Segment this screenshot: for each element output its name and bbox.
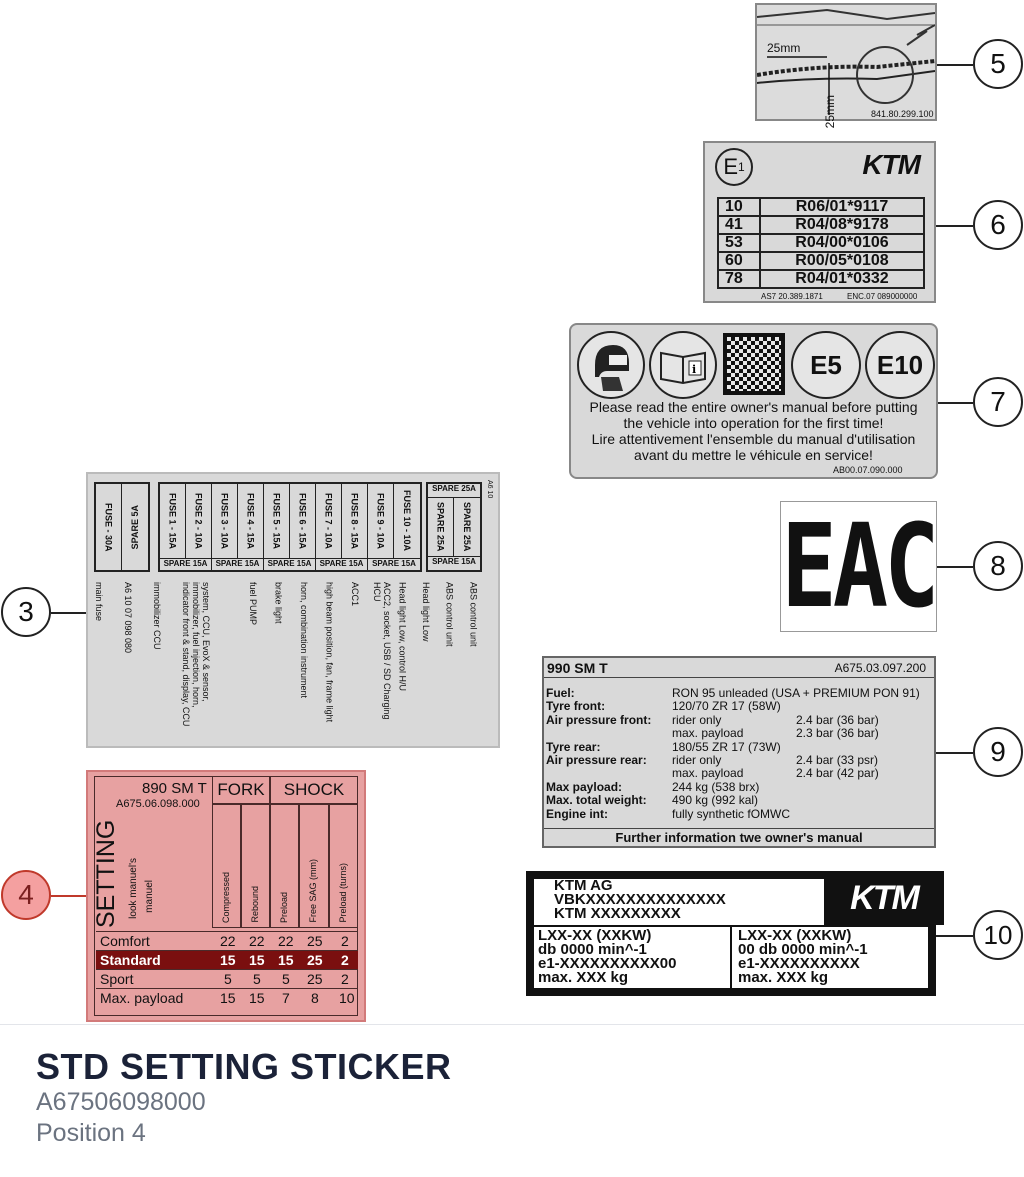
info-key: Engine int: — [546, 807, 608, 821]
desc-col — [94, 582, 121, 742]
desc-text: Head light Low, control H/U — [397, 582, 408, 692]
info-row — [546, 686, 934, 699]
book-glyph — [651, 333, 715, 397]
info-row — [546, 766, 934, 779]
callout-6[interactable]: 6 — [973, 200, 1023, 250]
info-key: Tyre rear: — [546, 740, 601, 754]
desc-text: system, CCU, EvoX & sensor, immobilizer, fuel injection, horn, indicator front & stand, display, CCU — [181, 582, 212, 727]
sticker-code: 841.80.299.100 — [871, 109, 934, 119]
plate-left-col — [538, 929, 676, 985]
position-label: Position 4 — [36, 1119, 146, 1147]
settings-row-comfort — [96, 931, 358, 950]
info-footer: Further information twe owner's manual — [544, 828, 934, 846]
col-header — [299, 804, 329, 928]
row-value: 15 — [278, 952, 294, 968]
info-value: fully synthetic fOMWC — [672, 807, 791, 821]
row-value: 25 — [307, 971, 323, 987]
sticker-9-tyre-info[interactable] — [542, 656, 936, 848]
desc-col — [325, 582, 348, 742]
shock-label: SHOCK — [283, 780, 345, 799]
leader-line-5 — [937, 64, 973, 66]
plate-right-col — [738, 929, 868, 985]
row-value: 10 — [339, 990, 355, 1006]
eac-mark: EAC — [781, 499, 936, 633]
callout-9[interactable]: 9 — [973, 727, 1023, 777]
setting-title: SETTING — [92, 819, 120, 928]
spare-label: SPARE 15A — [264, 559, 316, 572]
desc-text: fuel PUMP — [248, 582, 259, 626]
qr-code-icon — [723, 333, 785, 395]
row-value: 5 — [253, 971, 261, 987]
desc-col — [421, 582, 443, 742]
manual-info-icon — [649, 331, 717, 399]
callout-5[interactable]: 5 — [973, 39, 1023, 89]
fuse-label: FUSE 6 - 15A — [297, 492, 308, 550]
col-header-label: Free SAG (mm) — [308, 859, 318, 923]
svg-text:i: i — [692, 363, 697, 376]
ktm-logo-block — [824, 871, 944, 925]
spare-label: SPARE 25A — [435, 502, 446, 552]
helmet-icon — [577, 331, 645, 399]
desc-col — [445, 582, 467, 742]
desc-col — [274, 582, 297, 742]
info-value-2: 2.4 bar (36 bar) — [796, 713, 879, 727]
desc-text: A6 10 07 098 080 — [123, 582, 134, 654]
row-value: 2 — [341, 971, 349, 987]
chain-diagram-icon — [757, 5, 935, 119]
row-value: 5 — [224, 971, 232, 987]
right-line: 00 db 0000 min^-1 — [738, 941, 868, 958]
sticker-10-type-plate[interactable] — [526, 871, 936, 996]
row-value: 2 — [341, 952, 349, 968]
desc-col — [181, 582, 246, 742]
left-line: max. XXX kg — [538, 969, 629, 986]
part-title: STD SETTING STICKER — [36, 1046, 452, 1087]
desc-text: ABS control unit — [468, 582, 479, 647]
leader-line-6 — [936, 225, 973, 227]
main-fuse-cell — [96, 484, 122, 570]
spare-label: SPARE 15A — [316, 559, 368, 572]
desc-col — [372, 582, 395, 742]
right-line: LXX-XX (XXKW) — [738, 927, 852, 944]
desc-text: main fuse — [94, 582, 104, 622]
fork-label: FORK — [217, 780, 265, 799]
desc-col — [468, 582, 490, 742]
col-header-label: Preload — [279, 891, 289, 923]
row-number: 78 — [718, 270, 760, 288]
part-number: A675.06.098.000 — [116, 798, 200, 810]
corner-tag: A6 10 — [486, 480, 493, 499]
info-key: Max payload: — [546, 780, 623, 794]
info-value-2: 2.3 bar (36 bar) — [796, 726, 879, 740]
fuse-label: FUSE 5 - 15A — [271, 492, 282, 550]
fuse-label: FUSE 3 - 10A — [219, 492, 230, 550]
callout-8[interactable]: 8 — [973, 541, 1023, 591]
spare-box-top: SPARE 25A — [428, 484, 480, 498]
fuse-label: FUSE 4 - 15A — [245, 492, 256, 550]
leader-line-7 — [938, 402, 973, 404]
fuse-cell — [368, 484, 394, 558]
col-header-label: Preload (turns) — [338, 863, 348, 923]
callout-4[interactable]: 4 — [1, 870, 51, 920]
info-value: RON 95 unleaded (USA + PREMIUM PON 91) — [672, 686, 920, 700]
part-number: A675.03.097.200 — [834, 661, 926, 675]
fuse-label: FUSE 1 - 15A — [167, 492, 178, 550]
warning-line: avant du mettre le véhicule en service! — [634, 447, 873, 463]
warning-line: the vehicle into operation for the first time! — [623, 415, 884, 431]
fuse-descriptions — [94, 582, 490, 742]
footer-divider — [0, 1024, 1024, 1025]
info-row — [546, 753, 934, 766]
row-number: 53 — [718, 234, 760, 252]
row-value: 2 — [341, 933, 349, 949]
e1-mark-letter: E — [723, 154, 738, 179]
dim-vertical-label: 25mm — [823, 95, 837, 129]
settings-row-sport — [96, 969, 358, 988]
left-line: db 0000 min^-1 — [538, 941, 647, 958]
dim-horizontal-label: 25mm — [767, 41, 801, 55]
info-key: Max. total weight: — [546, 793, 647, 807]
subtitle-line: look manuel's — [128, 858, 139, 919]
info-key: Tyre front: — [546, 699, 606, 713]
row-label: Standard — [100, 952, 161, 968]
row-value: 15 — [220, 952, 236, 968]
info-value: 490 kg (992 kal) — [672, 793, 759, 807]
row-value: 22 — [278, 933, 294, 949]
desc-col — [350, 582, 370, 742]
desc-col — [152, 582, 179, 742]
info-header — [544, 658, 934, 678]
info-value: max. payload — [672, 766, 744, 780]
leader-line-8 — [937, 566, 973, 568]
badge-e10: E10 — [865, 331, 935, 399]
desc-text: brake light — [273, 582, 284, 624]
row-code: R06/01*9117 — [760, 198, 924, 216]
table-row — [718, 216, 924, 234]
col-header — [212, 804, 241, 928]
desc-text: high beam position, fan, frame light — [324, 582, 335, 723]
fork-header — [212, 776, 270, 804]
fuse-cell — [316, 484, 342, 558]
row-code: R04/08*9178 — [760, 216, 924, 234]
sticker-code: AB00.07.090.000 — [833, 465, 903, 475]
warning-line: Lire attentivement l'ensemble du manual d'utilisation — [591, 431, 916, 447]
row-code: R00/05*0108 — [760, 252, 924, 270]
head-line: VBKXXXXXXXXXXXXXX — [554, 891, 726, 908]
fuse-cell — [394, 484, 420, 558]
settings-row-standard — [96, 950, 358, 969]
info-value-2: 2.4 bar (42 par) — [796, 766, 879, 780]
e1-mark-icon — [715, 148, 753, 186]
info-row — [546, 793, 934, 806]
row-label: Max. payload — [100, 990, 184, 1006]
info-value: 180/55 ZR 17 (73W) — [672, 740, 781, 754]
fuse-label: FUSE 10 - 10A — [402, 490, 412, 552]
col-header — [329, 804, 358, 928]
desc-col — [123, 582, 150, 742]
footer-code-left: AS7 20.389.1871 — [761, 292, 823, 301]
row-value: 25 — [307, 933, 323, 949]
row-value: 8 — [311, 990, 319, 1006]
fuse-cell — [290, 484, 316, 558]
row-value: 5 — [282, 971, 290, 987]
desc-col — [248, 582, 271, 742]
row-value: 15 — [220, 990, 236, 1006]
plate-head — [554, 879, 726, 921]
left-line: e1-XXXXXXXXXX00 — [538, 955, 677, 972]
info-key: Air pressure front: — [546, 713, 652, 727]
leader-line-9 — [936, 752, 973, 754]
fuse-label: FUSE 2 - 10A — [193, 492, 204, 550]
col-header — [241, 804, 270, 928]
spare-box-left — [428, 498, 454, 556]
sticker-3-fuse-box[interactable] — [86, 472, 500, 748]
desc-text: ACC2, socket, USB / SD Charging HCU — [371, 582, 392, 720]
spare-label: SPARE 5A — [130, 504, 140, 550]
part-number-label: A67506098000 — [36, 1088, 206, 1116]
helmet-glyph — [579, 333, 643, 397]
head-line: KTM AG — [554, 877, 613, 894]
fuse-row — [160, 484, 420, 558]
row-value: 15 — [249, 990, 265, 1006]
row-label: Comfort — [100, 933, 150, 949]
model-label: 990 SM T — [547, 660, 608, 676]
ktm-logo: KTM — [850, 878, 918, 917]
e1-mark-sub: 1 — [738, 160, 745, 174]
spare-label: SPARE 15A — [212, 559, 264, 572]
leader-line-10 — [936, 935, 973, 937]
info-row — [546, 713, 934, 726]
info-value: rider only — [672, 713, 722, 727]
col-header — [270, 804, 299, 928]
table-row — [718, 270, 924, 288]
info-value-2: 2.4 bar (33 psr) — [796, 753, 879, 767]
col-header-label: Rebound — [250, 886, 260, 923]
fuse-label: FUSE 7 - 10A — [323, 492, 334, 550]
info-key: Air pressure rear: — [546, 753, 647, 767]
row-value: 15 — [249, 952, 265, 968]
row-code: R04/00*0106 — [760, 234, 924, 252]
info-row — [546, 807, 934, 820]
fuse-cell — [212, 484, 238, 558]
fuse-cell — [160, 484, 186, 558]
desc-text: horn, combination instrument — [299, 582, 310, 699]
warning-line: Please read the entire owner's manual before putting — [589, 399, 918, 415]
fuse-cell — [342, 484, 368, 558]
main-fuse-label: FUSE - 30A — [103, 502, 114, 552]
footer-code-right: ENC.07 089000000 — [847, 292, 918, 301]
table-row — [718, 252, 924, 270]
row-value: 22 — [249, 933, 265, 949]
spare-row — [160, 558, 420, 572]
head-line: KTM XXXXXXXXX — [554, 905, 681, 922]
fuse-label: FUSE 8 - 15A — [349, 492, 360, 550]
spare-5a-cell — [122, 484, 148, 570]
sticker-8-eac[interactable] — [780, 501, 937, 632]
left-line: LXX-XX (XXKW) — [538, 927, 652, 944]
spare-label: SPARE 15A — [372, 559, 416, 568]
leader-line-4 — [51, 895, 86, 897]
spare-box-right — [454, 498, 480, 556]
desc-text: ABS control unit — [444, 582, 455, 647]
sticker-6-approval[interactable] — [703, 141, 936, 303]
fuse-cell — [264, 484, 290, 558]
row-number: 41 — [718, 216, 760, 234]
row-number: 10 — [718, 198, 760, 216]
right-line: e1-XXXXXXXXXX — [738, 955, 860, 972]
info-value: max. payload — [672, 726, 744, 740]
info-value: 120/70 ZR 17 (58W) — [672, 699, 781, 713]
settings-row-max-payload — [96, 988, 358, 1007]
ktm-logo: KTM — [862, 149, 920, 180]
approval-table — [717, 197, 925, 289]
sticker-5-chain-tension[interactable] — [755, 3, 937, 129]
desc-text: immobilizer CCU — [152, 582, 163, 650]
table-row — [718, 234, 924, 252]
col-header-label: Compressed — [221, 871, 231, 923]
info-value: 244 kg (538 brx) — [672, 780, 760, 794]
row-value: 7 — [282, 990, 290, 1006]
sticker-4-setting[interactable] — [86, 770, 366, 1022]
leader-line-3 — [51, 612, 86, 614]
right-line: max. XXX kg — [738, 969, 829, 986]
main-fuse-block — [94, 482, 150, 572]
info-value: rider only — [672, 753, 722, 767]
row-value: 22 — [220, 933, 236, 949]
desc-text: ACC1 — [350, 582, 361, 607]
row-code: R04/01*0332 — [760, 270, 924, 288]
desc-col — [397, 582, 419, 742]
callout-3[interactable]: 3 — [1, 587, 51, 637]
row-value: 25 — [307, 952, 323, 968]
sticker-7-manual-warning[interactable] — [569, 323, 938, 479]
badge-e5: E5 — [791, 331, 861, 399]
info-row — [546, 740, 934, 753]
subtitle-line: manuel — [144, 880, 155, 913]
spare-box — [426, 482, 482, 572]
spare-box-bottom: SPARE 15A — [428, 556, 480, 566]
desc-col — [299, 582, 322, 742]
shock-header — [270, 776, 358, 804]
model-label: 890 SM T — [142, 780, 207, 797]
row-label: Sport — [100, 971, 134, 987]
fuse-cell — [186, 484, 212, 558]
row-number: 60 — [718, 252, 760, 270]
info-row — [546, 780, 934, 793]
fuse-block — [158, 482, 422, 572]
warning-text — [571, 399, 936, 463]
info-row — [546, 699, 934, 712]
info-key: Fuel: — [546, 686, 575, 700]
plate-divider-v — [730, 927, 732, 988]
table-row — [718, 198, 924, 216]
fuse-cell — [238, 484, 264, 558]
info-row — [546, 726, 934, 739]
callout-7[interactable]: 7 — [973, 377, 1023, 427]
desc-text: Head light Low — [421, 582, 432, 642]
spare-label: SPARE 25A — [462, 502, 472, 552]
spare-label: SPARE 15A — [160, 559, 212, 572]
callout-10[interactable]: 10 — [973, 910, 1023, 960]
fuse-label: FUSE 9 - 10A — [375, 492, 386, 550]
